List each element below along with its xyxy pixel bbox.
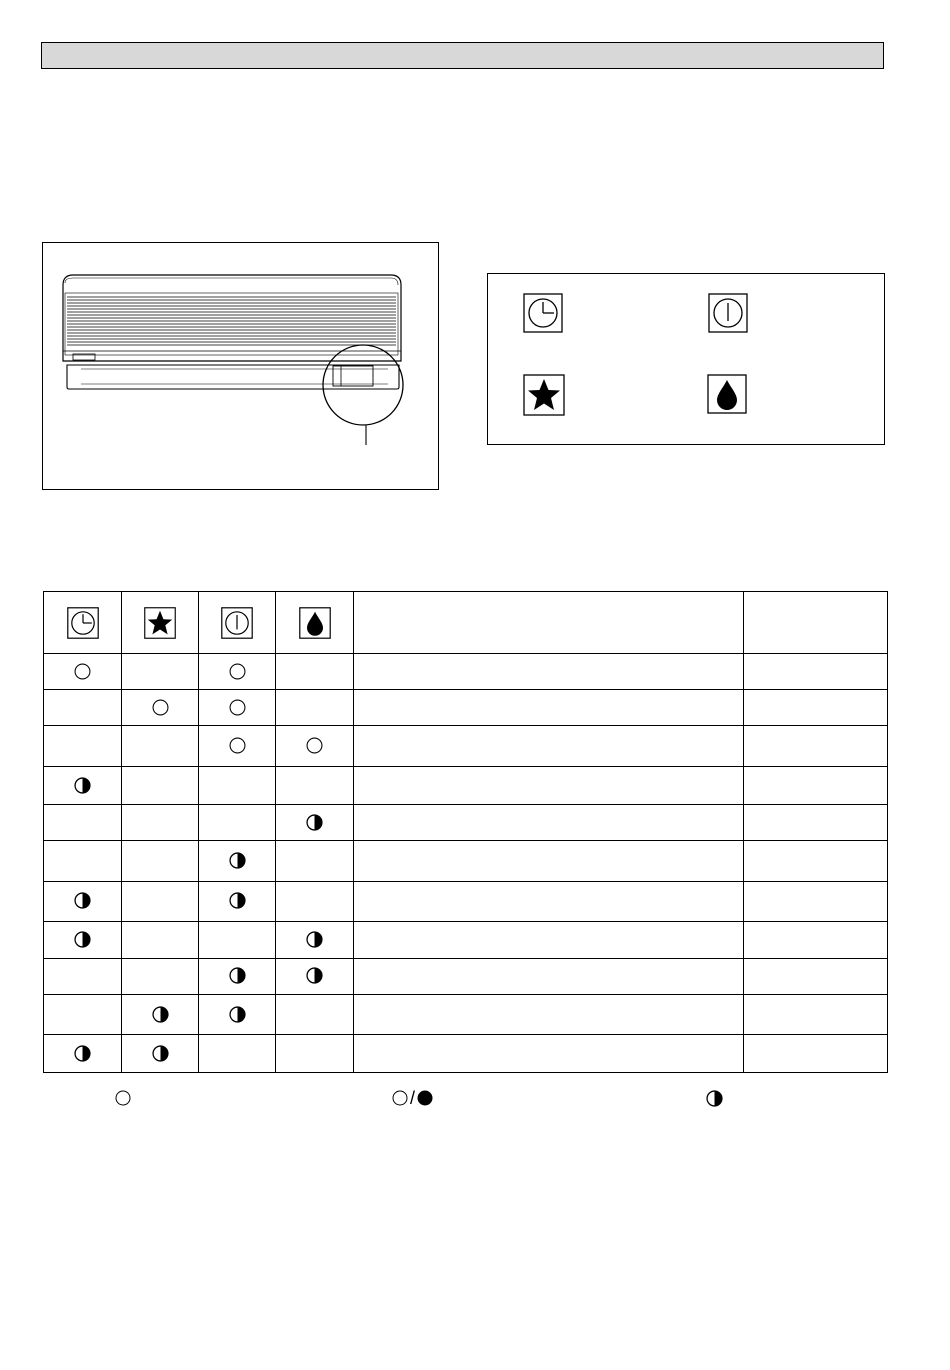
- header-remarks: [744, 592, 888, 654]
- status-cell: [44, 1034, 122, 1072]
- status-cell: [276, 805, 354, 841]
- lamp-on-icon: [306, 737, 323, 754]
- status-cell: [122, 654, 199, 690]
- status-cell: [122, 994, 199, 1034]
- lamp-blink-icon: [306, 967, 323, 984]
- status-cell: [44, 654, 122, 690]
- header-drop: [276, 592, 354, 654]
- status-cell: [199, 726, 276, 767]
- status-cell: [199, 921, 276, 958]
- star-icon: [523, 374, 565, 416]
- power-icon: [708, 293, 748, 333]
- status-cell: [276, 841, 354, 881]
- description-cell: [354, 921, 744, 958]
- status-cell: [276, 767, 354, 805]
- description-cell: [354, 767, 744, 805]
- description-cell: [354, 994, 744, 1034]
- timer-icon: [67, 607, 99, 639]
- lamp-blink-icon: [306, 931, 323, 948]
- table-row: [44, 654, 888, 690]
- status-cell: [276, 654, 354, 690]
- lamp-on-icon: [229, 699, 246, 716]
- lamp-blink-icon: [74, 777, 91, 794]
- header-description: [354, 592, 744, 654]
- legend-on-or-off: [392, 1088, 439, 1108]
- lamp-blink-icon: [229, 852, 246, 869]
- lamp-on-icon: [74, 663, 91, 680]
- description-cell: [354, 958, 744, 994]
- status-cell: [44, 921, 122, 958]
- status-cell: [44, 690, 122, 726]
- status-cell: [199, 841, 276, 881]
- table-row: [44, 1034, 888, 1072]
- table-row: [44, 726, 888, 767]
- table-row: [44, 841, 888, 881]
- status-cell: [122, 921, 199, 958]
- lamp-blink-icon: [152, 1006, 169, 1023]
- lamp-on-icon: [229, 663, 246, 680]
- status-cell: [44, 841, 122, 881]
- lamp-blink-icon: [306, 814, 323, 831]
- remarks-cell: [744, 841, 888, 881]
- legend-blink: [706, 1088, 729, 1108]
- lamp-blink-icon: [74, 931, 91, 948]
- status-cell: [276, 881, 354, 921]
- power-icon: [221, 607, 253, 639]
- remarks-cell: [744, 994, 888, 1034]
- description-cell: [354, 881, 744, 921]
- remarks-cell: [744, 1034, 888, 1072]
- indicator-status-table: [43, 591, 888, 1073]
- lamp-on-icon: [392, 1090, 408, 1106]
- slash-separator: /: [410, 1088, 416, 1108]
- status-cell: [199, 767, 276, 805]
- table-row: [44, 767, 888, 805]
- table-row: [44, 921, 888, 958]
- status-cell: [44, 994, 122, 1034]
- lamp-blink-icon: [152, 1045, 169, 1062]
- drop-icon: [707, 374, 747, 414]
- status-cell: [276, 958, 354, 994]
- lamp-blink-icon: [706, 1090, 723, 1107]
- table-row: [44, 805, 888, 841]
- status-cell: [44, 958, 122, 994]
- drop-icon: [299, 607, 331, 639]
- status-cell: [122, 881, 199, 921]
- status-cell: [199, 881, 276, 921]
- status-cell: [122, 767, 199, 805]
- lamp-blink-icon: [74, 892, 91, 909]
- status-cell: [199, 690, 276, 726]
- lamp-blink-icon: [74, 1045, 91, 1062]
- indicator-panel: [487, 273, 885, 445]
- legend-on: [115, 1088, 137, 1108]
- status-cell: [276, 921, 354, 958]
- status-cell: [44, 805, 122, 841]
- status-cell: [199, 805, 276, 841]
- table-row: [44, 994, 888, 1034]
- remarks-cell: [744, 767, 888, 805]
- status-cell: [276, 994, 354, 1034]
- status-cell: [122, 958, 199, 994]
- section-title-bar: [41, 42, 884, 69]
- lamp-blink-icon: [229, 967, 246, 984]
- lamp-on-icon: [152, 699, 169, 716]
- lamp-off-icon: [417, 1090, 433, 1106]
- description-cell: [354, 690, 744, 726]
- remarks-cell: [744, 805, 888, 841]
- status-cell: [199, 994, 276, 1034]
- status-cell: [276, 726, 354, 767]
- table-row: [44, 958, 888, 994]
- star-icon: [144, 607, 176, 639]
- status-cell: [44, 726, 122, 767]
- header-power: [199, 592, 276, 654]
- status-cell: [199, 958, 276, 994]
- status-cell: [199, 1034, 276, 1072]
- status-cell: [44, 881, 122, 921]
- table-row: [44, 881, 888, 921]
- remarks-cell: [744, 726, 888, 767]
- remarks-cell: [744, 921, 888, 958]
- timer-icon: [523, 293, 563, 333]
- lamp-blink-icon: [229, 892, 246, 909]
- header-timer: [44, 592, 122, 654]
- status-cell: [122, 841, 199, 881]
- remarks-cell: [744, 881, 888, 921]
- status-cell: [122, 1034, 199, 1072]
- table-row: [44, 690, 888, 726]
- remarks-cell: [744, 654, 888, 690]
- status-cell: [276, 690, 354, 726]
- air-conditioner-icon: [43, 243, 438, 489]
- indoor-unit-illustration: [42, 242, 439, 490]
- remarks-cell: [744, 958, 888, 994]
- lamp-on-icon: [229, 737, 246, 754]
- status-cell: [44, 767, 122, 805]
- header-star: [122, 592, 199, 654]
- status-cell: [276, 1034, 354, 1072]
- remarks-cell: [744, 690, 888, 726]
- description-cell: [354, 726, 744, 767]
- description-cell: [354, 1034, 744, 1072]
- description-cell: [354, 654, 744, 690]
- lamp-on-icon: [115, 1090, 131, 1106]
- description-cell: [354, 841, 744, 881]
- description-cell: [354, 805, 744, 841]
- status-cell: [122, 726, 199, 767]
- status-cell: [199, 654, 276, 690]
- status-cell: [122, 690, 199, 726]
- status-cell: [122, 805, 199, 841]
- lamp-blink-icon: [229, 1006, 246, 1023]
